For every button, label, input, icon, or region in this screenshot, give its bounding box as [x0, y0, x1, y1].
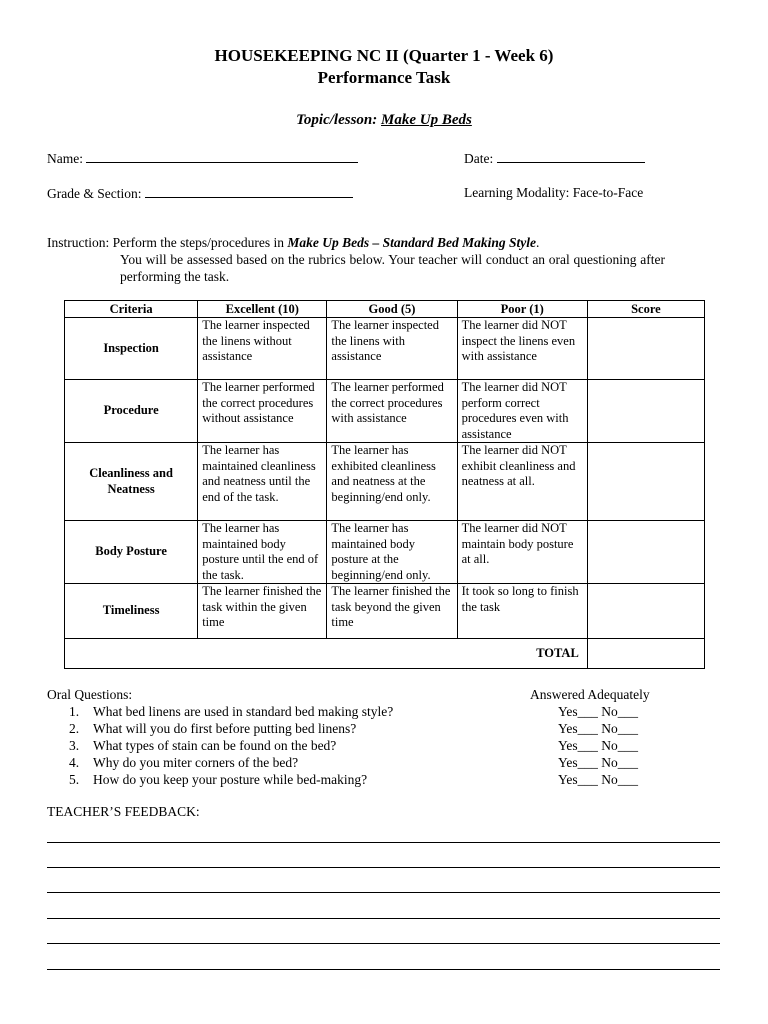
question-number: 3. [69, 738, 80, 753]
good-cell: The learner has exhibited cleanliness and neatness at the beginning/end only. [327, 443, 457, 521]
poor-cell: The learner did NOT perform correct procedures even with assistance [457, 380, 587, 443]
rubric-header-row [65, 301, 705, 318]
list-item [47, 720, 687, 737]
good-cell: The learner inspected the linens with assistance [327, 318, 457, 380]
instruction-task-name: Make Up Beds – Standard Bed Making Style [287, 235, 536, 250]
rubric-table [64, 300, 705, 669]
question-text: Why do you miter corners of the bed? [93, 755, 299, 770]
criteria-cell: Cleanliness and Neatness [65, 443, 198, 521]
date-blank[interactable] [497, 150, 645, 163]
list-item [47, 754, 687, 771]
topic-line [0, 112, 768, 129]
yes-no-answer[interactable]: Yes___ No___ [558, 721, 639, 736]
teachers-feedback-label: TEACHER’S FEEDBACK: [47, 804, 200, 819]
feedback-line[interactable] [47, 918, 720, 919]
question-text: How do you keep your posture while bed-making? [93, 772, 368, 787]
criteria-cell: Inspection [65, 318, 198, 380]
total-score-cell[interactable] [587, 639, 704, 669]
good-cell: The learner performed the correct procedures with assistance [327, 380, 457, 443]
score-cell[interactable] [587, 584, 704, 639]
table-row [65, 584, 705, 639]
instruction-prefix: Perform the steps/procedures in [112, 235, 284, 250]
instruction-body: You will be assessed based on the rubrics below. Your teacher will conduct an oral questioning after performing the task. [120, 252, 665, 284]
grade-section-field [47, 185, 353, 202]
learning-modality-value: Face-to-Face [572, 185, 644, 200]
header-excellent: Excellent (10) [198, 301, 327, 318]
excellent-cell: The learner performed the correct procedures without assistance [198, 380, 327, 443]
criteria-cell: Body Posture [65, 521, 198, 584]
feedback-line[interactable] [47, 943, 720, 944]
criteria-cell: Procedure [65, 380, 198, 443]
learning-modality-field [464, 185, 643, 201]
poor-cell: It took so long to finish the task [457, 584, 587, 639]
header-criteria: Criteria [65, 301, 198, 318]
instruction-suffix: . [535, 235, 540, 250]
yes-no-answer[interactable]: Yes___ No___ [558, 772, 639, 787]
feedback-line[interactable] [47, 842, 720, 843]
question-text: What types of stain can be found on the bed? [93, 738, 337, 753]
question-text: What will you do first before putting bed linens? [93, 721, 357, 736]
table-row [65, 380, 705, 443]
excellent-cell: The learner inspected the linens without assistance [198, 318, 327, 380]
question-number: 1. [69, 704, 80, 719]
feedback-line[interactable] [47, 867, 720, 868]
feedback-line[interactable] [47, 969, 720, 970]
poor-cell: The learner did NOT maintain body posture at all. [457, 521, 587, 584]
instruction-block [47, 234, 667, 284]
poor-cell: The learner did NOT exhibit cleanliness and neatness at all. [457, 443, 587, 521]
question-number: 2. [69, 721, 80, 736]
list-item [47, 771, 687, 788]
total-label: TOTAL [65, 639, 588, 669]
header-poor: Poor (1) [457, 301, 587, 318]
good-cell: The learner has maintained body posture at the beginning/end only. [327, 521, 457, 584]
excellent-cell: The learner has maintained body posture until the end of the task. [198, 521, 327, 584]
header-good: Good (5) [327, 301, 457, 318]
learning-modality-label: Learning Modality: [464, 185, 570, 200]
question-number: 5. [69, 772, 80, 787]
page-title: HOUSEKEEPING NC II (Quarter 1 - Week 6) [214, 46, 554, 65]
grade-section-blank[interactable] [145, 185, 353, 198]
score-cell[interactable] [587, 380, 704, 443]
instruction-first-line [113, 235, 540, 250]
instruction-label: Instruction: [47, 235, 110, 250]
feedback-line[interactable] [47, 892, 720, 893]
name-blank[interactable] [86, 150, 358, 163]
criteria-cell: Timeliness [65, 584, 198, 639]
question-number: 4. [69, 755, 80, 770]
score-cell[interactable] [587, 443, 704, 521]
excellent-cell: The learner has maintained cleanliness and neatness until the end of the task. [198, 443, 327, 521]
grade-section-label: Grade & Section: [47, 186, 142, 201]
total-row [65, 639, 705, 669]
name-field [47, 150, 358, 167]
topic-value: Make Up Beds [381, 112, 472, 128]
header-score: Score [587, 301, 704, 318]
list-item [47, 737, 687, 754]
oral-questions-label: Oral Questions: [47, 687, 133, 702]
oral-header [47, 686, 687, 703]
score-cell[interactable] [587, 521, 704, 584]
table-row [65, 443, 705, 521]
date-field [464, 150, 645, 167]
answered-adequately-label: Answered Adequately [530, 687, 650, 702]
score-cell[interactable] [587, 318, 704, 380]
list-item [47, 703, 687, 720]
oral-questions [47, 686, 687, 788]
name-label: Name: [47, 151, 83, 166]
yes-no-answer[interactable]: Yes___ No___ [558, 738, 639, 753]
topic-label: Topic/lesson: [296, 112, 378, 128]
excellent-cell: The learner finished the task within the given time [198, 584, 327, 639]
table-row [65, 521, 705, 584]
date-label: Date: [464, 151, 494, 166]
poor-cell: The learner did NOT inspect the linens even with assistance [457, 318, 587, 380]
good-cell: The learner finished the task beyond the given time [327, 584, 457, 639]
table-row [65, 318, 705, 380]
page-subtitle: Performance Task [317, 68, 451, 87]
yes-no-answer[interactable]: Yes___ No___ [558, 755, 639, 770]
question-text: What bed linens are used in standard bed making style? [93, 704, 394, 719]
yes-no-answer[interactable]: Yes___ No___ [558, 704, 639, 719]
